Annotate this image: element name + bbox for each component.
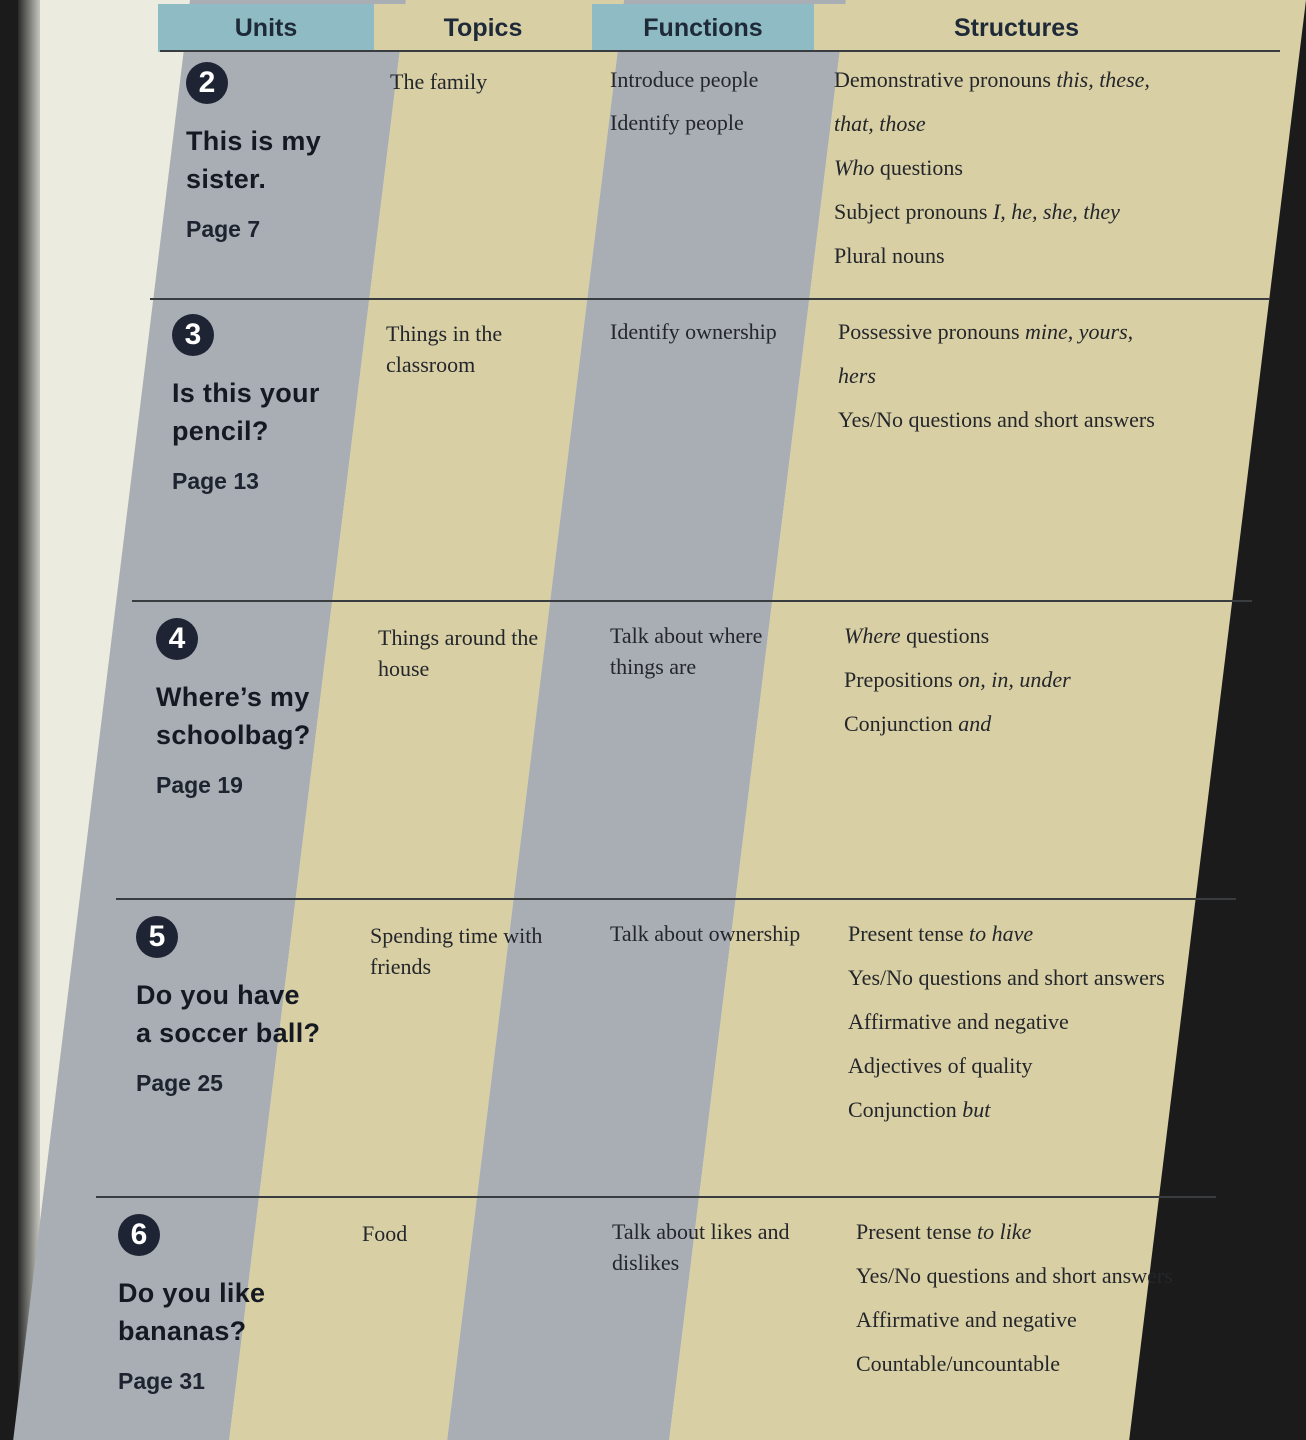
unit-title-line1: This is my [186,126,322,156]
structure-text: questions [874,155,963,180]
structure-item [838,404,1155,435]
structure-item [838,360,1080,391]
structure-text: Adjectives of quality [848,1053,1033,1078]
structure-keyword: but [962,1097,991,1122]
structure-item [834,64,1150,95]
structure-keyword: and [958,711,992,736]
structures-cell [844,620,1080,752]
structure-text: Demonstrative pronouns [834,67,1057,92]
functions-cell [610,918,820,961]
structure-item [844,708,1080,739]
unit-title-line1: Do you have [136,980,300,1010]
structure-text: Plural nouns [834,243,945,268]
structure-keyword: to like [976,1219,1032,1244]
structures-cell [856,1216,1173,1392]
header-units-label: Units [234,13,298,42]
functions-cell [612,1216,822,1290]
structure-text: questions [900,623,990,648]
structures-cell [848,918,1165,1138]
structure-keyword: I, he, she, they [992,199,1120,224]
unit-number-badge: 4 [156,618,198,660]
unit-page-number: Page 7 [186,216,261,242]
function-item: Identify ownership [610,319,777,344]
structure-item [856,1348,1080,1379]
unit-cell [118,1214,265,1395]
unit-title [156,678,311,754]
structure-item [838,316,1134,347]
structure-item [856,1304,1080,1335]
structure-text: Conjunction [844,711,959,736]
structure-keyword: hers [838,363,876,388]
structure-keyword: mine, yours, [1025,319,1134,344]
functions-cell [610,316,820,359]
topic-text: Things around the house [378,625,539,681]
unit-page-number: Page 19 [156,772,243,798]
functions-cell [610,64,820,150]
structure-text: Yes/No questions and short answers [856,1263,1173,1288]
unit-title-line2: schoolbag? [156,720,311,750]
structure-item [834,108,1080,139]
structure-text: Countable/uncountable [856,1351,1061,1376]
function-item: Identify people [610,110,744,135]
structure-keyword: Where [844,623,901,648]
functions-cell [610,620,820,694]
topic-text: Things in the classroom [386,321,503,377]
structure-text: Present tense [848,921,969,946]
structure-item [856,1260,1173,1291]
structure-item [848,918,1080,949]
structure-text: Conjunction [848,1097,963,1122]
structure-keyword: to have [968,921,1034,946]
unit-title [186,122,321,198]
function-item: Talk about likes and dislikes [612,1219,790,1275]
unit-cell [136,916,320,1097]
unit-number-badge: 2 [186,62,228,104]
unit-page-number: Page 31 [118,1368,205,1394]
header-structures-label: Structures [954,13,1080,42]
structure-text: Subject pronouns [834,199,993,224]
unit-page-number: Page 25 [136,1070,223,1096]
unit-title-line1: Where’s my [156,682,310,712]
structure-item [834,196,1120,227]
structure-keyword: on, in, under [958,667,1071,692]
unit-title-line2: sister. [186,164,267,194]
unit-title [118,1274,265,1350]
unit-cell [186,62,321,243]
unit-title [172,374,320,450]
structure-keyword: that, those [834,111,926,136]
topic-text: The family [390,69,488,94]
structure-text: Prepositions [844,667,959,692]
structure-keyword: Who [834,155,875,180]
structure-text: Yes/No questions and short answers [838,407,1155,432]
function-item: Talk about ownership [610,921,801,946]
topic-text: Spending time with friends [370,923,543,979]
unit-number-badge: 6 [118,1214,160,1256]
unit-title-line2: a soccer ball? [136,1018,321,1048]
structure-text: Affirmative and negative [848,1009,1069,1034]
unit-cell [172,314,320,495]
book-page [40,0,1173,1440]
structure-text: Possessive pronouns [838,319,1026,344]
unit-title-line2: pencil? [172,416,269,446]
unit-title-line1: Is this your [172,378,320,408]
function-item: Talk about where things are [610,623,763,679]
unit-title-line2: bananas? [118,1316,247,1346]
structures-cell [834,64,1150,284]
structure-text: Present tense [856,1219,977,1244]
structure-text: Affirmative and negative [856,1307,1077,1332]
unit-cell [156,618,311,799]
structure-item [834,240,1080,271]
structure-item [848,962,1165,993]
structure-text: Yes/No questions and short answers [848,965,1165,990]
unit-title-line1: Do you like [118,1278,266,1308]
structure-keyword: this, these, [1056,67,1150,92]
unit-title [136,976,320,1052]
function-item: Introduce people [610,67,759,92]
unit-page-number: Page 13 [172,468,259,494]
header-functions-label: Functions [643,13,763,42]
structure-item [848,1006,1080,1037]
structure-item [844,664,1080,695]
structure-item [834,152,1080,183]
header-topics-label: Topics [443,13,523,42]
topic-text: Food [362,1221,408,1246]
unit-number-badge: 3 [172,314,214,356]
unit-number-badge: 5 [136,916,178,958]
structure-item [848,1050,1080,1081]
structure-item [848,1094,1080,1125]
structure-item [856,1216,1080,1247]
structure-item [844,620,1080,651]
table-content [40,0,1173,1440]
structures-cell [838,316,1155,448]
